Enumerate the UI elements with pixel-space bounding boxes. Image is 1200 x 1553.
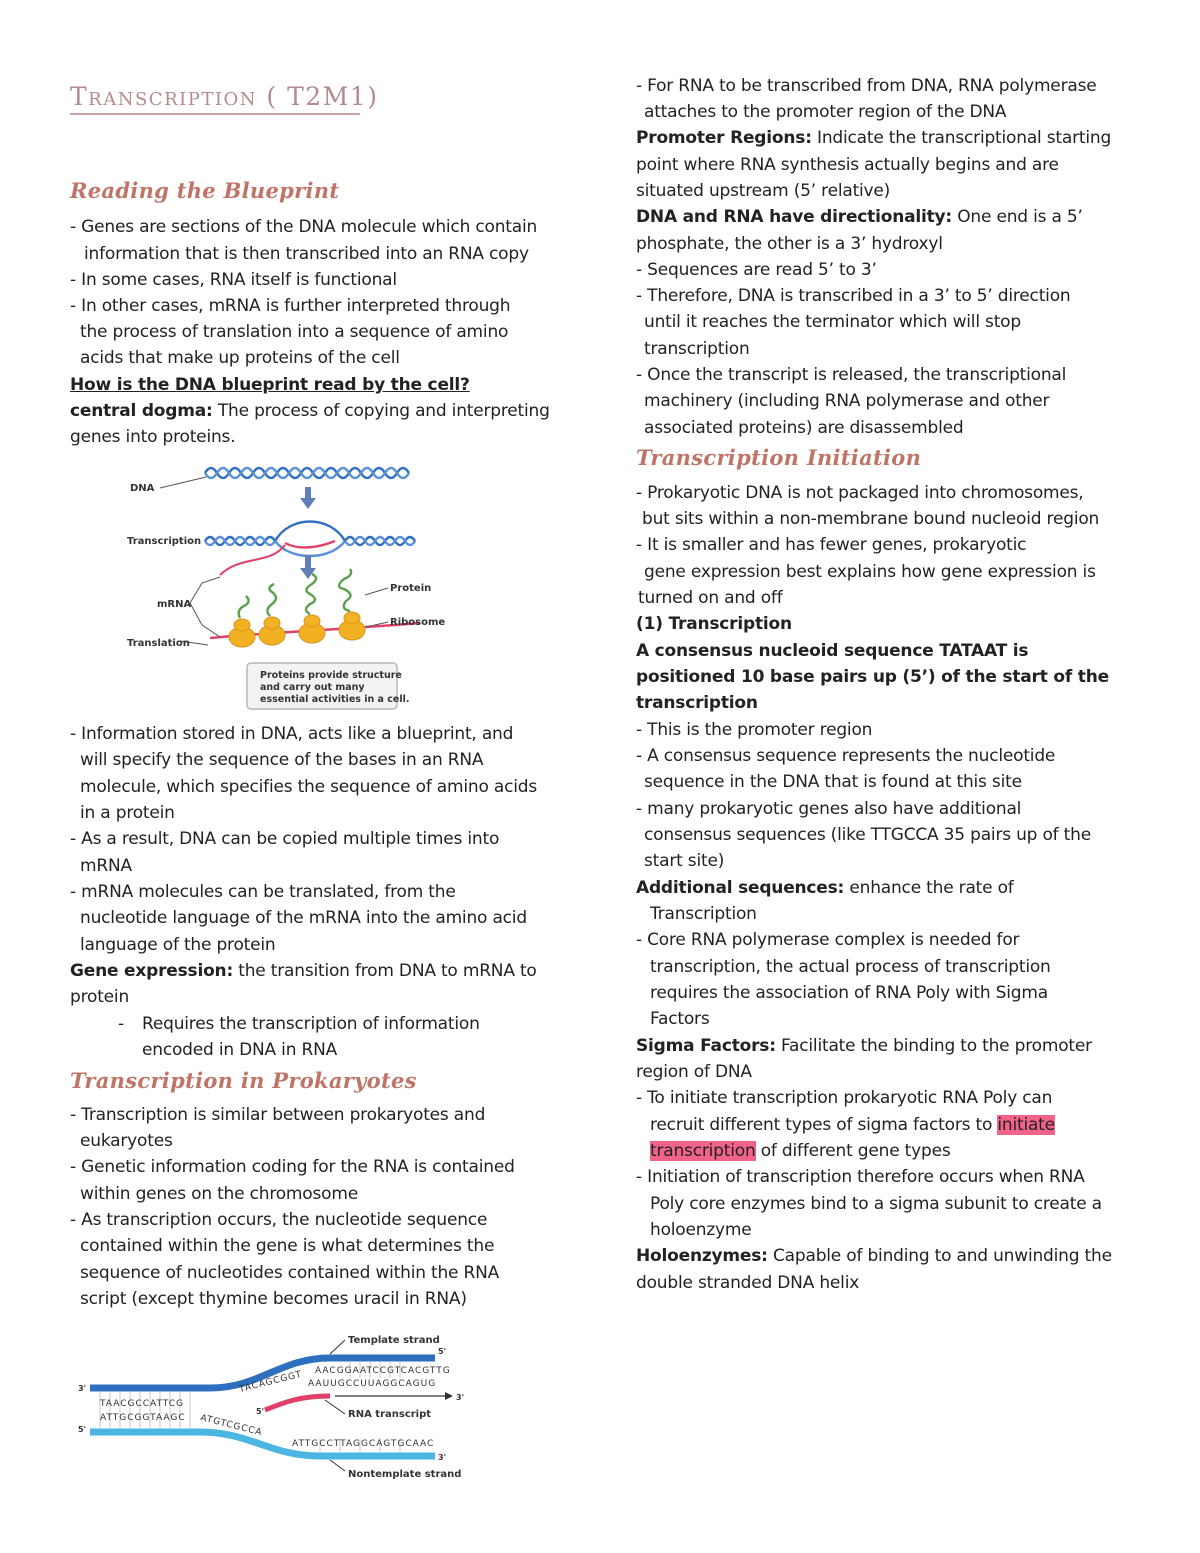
label-dna: DNA xyxy=(130,483,155,494)
text-line: - In other cases, mRNA is further interpreted through xyxy=(70,296,511,316)
text-line: - Initiation of transcription therefore occurs when RNA xyxy=(636,1167,1085,1187)
text-line: machinery (including RNA polymerase and other xyxy=(644,391,1050,411)
text-line: - Sequences are read 5’ to 3’ xyxy=(636,260,877,280)
text-line: the process of translation into a sequence of amino xyxy=(80,322,509,342)
text-line xyxy=(636,128,1111,148)
seq-bottom: ATTGCCTTAGGCAGTGCAAC xyxy=(292,1439,435,1449)
text-line: molecule, which specifies the sequence of amino acids xyxy=(80,777,538,797)
text-line: - As transcription occurs, the nucleotide sequence xyxy=(70,1210,488,1230)
text-line: transcription xyxy=(644,339,750,359)
ribosomes xyxy=(229,612,365,647)
end-label: 5' xyxy=(256,1407,265,1416)
highlighted-text: initiate xyxy=(997,1115,1055,1135)
text-line: - many prokaryotic genes also have additional xyxy=(636,799,1022,819)
seq-rna: AAUUGCCUUAGGCAGUG xyxy=(308,1379,437,1389)
text-line: sequence in the DNA that is found at this site xyxy=(644,772,1022,792)
text-line: positioned 10 base pairs up (5’) of the start of the xyxy=(636,667,1109,687)
heading-transcription-prokaryotes: Transcription in Prokaryotes xyxy=(70,1068,417,1093)
text-line: Poly core enzymes bind to a sigma subunit to create a xyxy=(650,1194,1102,1214)
text-line: consensus sequences (like TTGCCA 35 pairs up of the xyxy=(644,825,1091,845)
protein-chains xyxy=(239,569,351,618)
text-line: script (except thymine becomes uracil in RNA) xyxy=(80,1289,467,1309)
text-line: gene expression best explains how gene expression is xyxy=(644,562,1096,582)
text-line: Factors xyxy=(650,1009,710,1029)
text-line: language of the protein xyxy=(80,935,276,955)
seq-bottom-mid: ATGTCGCCA xyxy=(199,1413,264,1439)
text-line: region of DNA xyxy=(636,1062,752,1082)
text-line xyxy=(650,1141,951,1161)
text-line xyxy=(70,961,537,981)
text-line: - For RNA to be transcribed from DNA, RNA polymerase xyxy=(636,76,1097,96)
term-label: Sigma Factors: xyxy=(636,1036,776,1056)
text-line: information that is then transcribed into an RNA copy xyxy=(84,244,529,264)
text-line: - As a result, DNA can be copied multiple times into xyxy=(70,829,500,849)
term-definition: the transition from DNA to mRNA to xyxy=(233,961,537,981)
seq-left-bottom: ATTGCGGTAAGC xyxy=(100,1413,186,1423)
text-line: until it reaches the terminator which will stop xyxy=(644,312,1021,332)
text-line: in a protein xyxy=(80,803,175,823)
text-line xyxy=(636,207,1083,227)
label-protein: Protein xyxy=(390,583,432,594)
central-dogma-figure xyxy=(120,455,450,710)
term-definition: Indicate the transcriptional starting xyxy=(811,128,1112,148)
text-line: - This is the promoter region xyxy=(636,720,873,740)
text-line: Requires the transcription of information xyxy=(142,1014,480,1034)
term-label: Promoter Regions: xyxy=(636,128,812,148)
subheading: (1) Transcription xyxy=(636,614,792,634)
text-line: - Genetic information coding for the RNA is contained xyxy=(70,1157,515,1177)
text-line: nucleotide language of the mRNA into the amino acid xyxy=(80,908,527,928)
label-rna-transcript: RNA transcript xyxy=(348,1409,432,1420)
term-definition: The process of copying and interpreting xyxy=(212,401,550,421)
text-line: - A consensus sequence represents the nucleotide xyxy=(636,746,1056,766)
text-line: requires the association of RNA Poly with Sigma xyxy=(650,983,1048,1003)
text-segment: recruit different types of sigma factors to xyxy=(650,1115,998,1135)
end-label: 3' xyxy=(438,1453,447,1462)
text-line xyxy=(636,1036,1092,1056)
text-line xyxy=(636,878,1014,898)
term-definition: One end is a 5’ xyxy=(952,207,1083,227)
term-label: DNA and RNA have directionality: xyxy=(636,207,953,227)
text-line: holoenzyme xyxy=(650,1220,752,1240)
text-line: - Transcription is similar between prokaryotes and xyxy=(70,1105,486,1125)
caption-line: essential activities in a cell. xyxy=(260,694,410,705)
text-line: acids that make up proteins of the cell xyxy=(80,348,400,368)
text-line xyxy=(650,1115,1055,1135)
label-transcription: Transcription xyxy=(127,536,202,547)
dna-helix xyxy=(205,468,409,478)
list-dash: - xyxy=(118,1014,124,1034)
text-line: contained within the gene is what determines the xyxy=(80,1236,495,1256)
text-line: phosphate, the other is a 3’ hydroxyl xyxy=(636,234,943,254)
text-line: transcription, the actual process of transcription xyxy=(650,957,1051,977)
text-line: - Core RNA polymerase complex is needed for xyxy=(636,930,1020,950)
text-line xyxy=(70,401,550,421)
text-line: - Prokaryotic DNA is not packaged into chromosomes, xyxy=(636,483,1084,503)
seq-left-top: TAACGCCATTCG xyxy=(100,1399,185,1409)
text-line: within genes on the chromosome xyxy=(80,1184,358,1204)
question-heading: How is the DNA blueprint read by the cell? xyxy=(70,375,470,395)
seq-top: AACGGAATCCGTCACGTTG xyxy=(315,1366,451,1376)
text-line: protein xyxy=(70,987,130,1007)
term-label: Holoenzymes: xyxy=(636,1246,768,1266)
text-line: sequence of nucleotides contained within the RNA xyxy=(80,1263,500,1283)
end-label: 3' xyxy=(456,1393,465,1402)
caption-line: Proteins provide structure xyxy=(260,670,402,681)
caption-line: and carry out many xyxy=(260,682,365,693)
label-mrna: mRNA xyxy=(157,599,192,610)
heading-reading-blueprint: Reading the Blueprint xyxy=(70,178,340,203)
text-line: double stranded DNA helix xyxy=(636,1273,860,1293)
page-title: Transcription ( T2M1) xyxy=(70,82,379,111)
text-line: - To initiate transcription prokaryotic RNA Poly can xyxy=(636,1088,1053,1108)
text-line: start site) xyxy=(644,851,725,871)
end-label: 5' xyxy=(438,1347,447,1356)
term-label: central dogma: xyxy=(70,401,213,421)
text-line: attaches to the promoter region of the DNA xyxy=(644,102,1007,122)
label-translation: Translation xyxy=(127,638,190,649)
text-line: eukaryotes xyxy=(80,1131,173,1151)
term-definition: Facilitate the binding to the promoter xyxy=(775,1036,1092,1056)
text-line: - Once the transcript is released, the transcriptional xyxy=(636,365,1067,385)
text-line: - Information stored in DNA, acts like a blueprint, and xyxy=(70,724,514,744)
heading-transcription-initiation: Transcription Initiation xyxy=(636,445,922,470)
term-label: Additional sequences: xyxy=(636,878,845,898)
text-line: encoded in DNA in RNA xyxy=(142,1040,338,1060)
text-line: A consensus nucleoid sequence TATAAT is xyxy=(636,641,1029,661)
end-label: 5' xyxy=(78,1425,87,1434)
text-line: - mRNA molecules can be translated, from the xyxy=(70,882,456,902)
transcription-strands-figure xyxy=(60,1328,470,1488)
text-line: - In some cases, RNA itself is functional xyxy=(70,270,397,290)
seq-top-left: TACAGCGGT xyxy=(238,1369,304,1395)
label-ribosome: Ribosome xyxy=(390,617,446,628)
arrow-down-icon xyxy=(300,487,316,509)
text-line: transcription xyxy=(636,693,758,713)
text-line: associated proteins) are disassembled xyxy=(644,418,964,438)
text-line: - Genes are sections of the DNA molecule which contain xyxy=(70,217,538,237)
text-line: but sits within a non-membrane bound nucleoid region xyxy=(642,509,1100,529)
term-label: Gene expression: xyxy=(70,961,234,981)
end-label: 3' xyxy=(78,1384,87,1393)
term-definition: enhance the rate of xyxy=(844,878,1014,898)
text-line: genes into proteins. xyxy=(70,427,236,447)
text-line: situated upstream (5’ relative) xyxy=(636,181,891,201)
term-definition: Capable of binding to and unwinding the xyxy=(767,1246,1112,1266)
text-segment: of different gene types xyxy=(755,1141,951,1161)
text-line: Transcription xyxy=(650,904,757,924)
title-underline xyxy=(70,113,360,115)
text-line: - It is smaller and has fewer genes, prokaryotic xyxy=(636,535,1027,555)
text-line: point where RNA synthesis actually begins and are xyxy=(636,155,1059,175)
label-template-strand: Template strand xyxy=(348,1335,440,1346)
text-line: will specify the sequence of the bases in an RNA xyxy=(80,750,484,770)
highlighted-text: transcription xyxy=(650,1141,756,1161)
text-line: mRNA xyxy=(80,856,132,876)
text-line: - Therefore, DNA is transcribed in a 3’ to 5’ direction xyxy=(636,286,1071,306)
text-line: turned on and off xyxy=(638,588,783,608)
text-line xyxy=(636,1246,1112,1266)
label-nontemplate-strand: Nontemplate strand xyxy=(348,1469,462,1480)
